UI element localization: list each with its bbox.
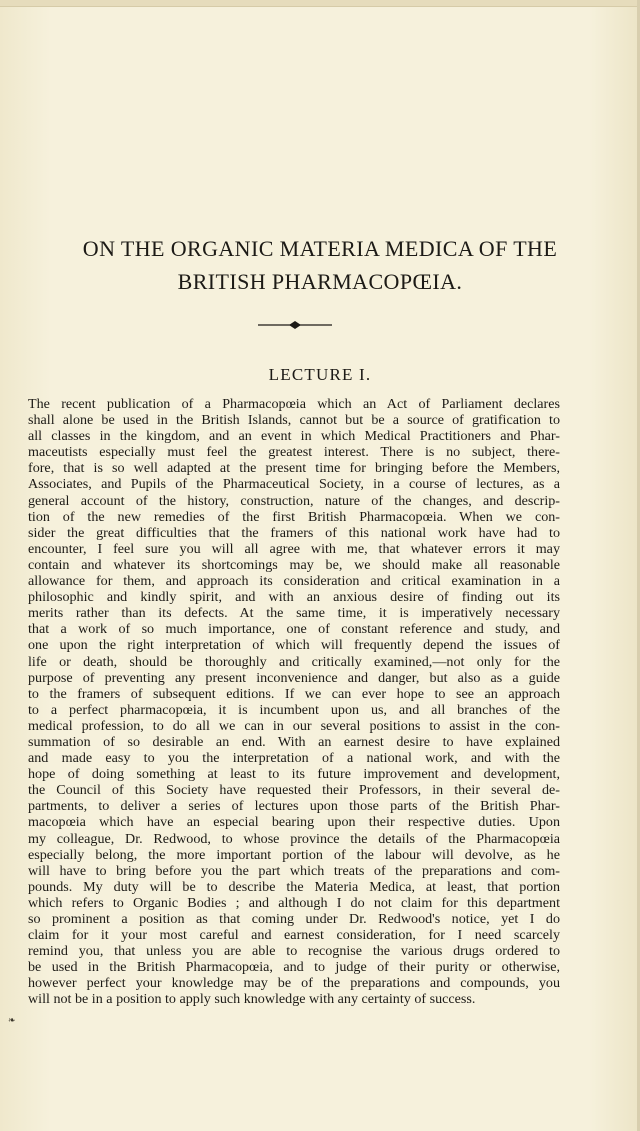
body-line: encounter, I feel sure you will all agree with me, that whatever errors it may bbox=[28, 540, 560, 557]
body-line: Associates, and Pupils of the Pharmaceutical Society, in a course of lectures, as a bbox=[28, 476, 560, 493]
body-line: my colleague, Dr. Redwood, to whose province the details of the Pharmacopœia bbox=[28, 830, 560, 847]
body-line: will not be in a position to apply such knowledge with any certainty of success. bbox=[28, 991, 476, 1008]
body-line: fore, that is so well adapted at the present time for bringing before the Members, bbox=[28, 460, 560, 477]
body-line: however perfect your knowledge may be of the preparations and compounds, you bbox=[28, 975, 560, 992]
body-line: so prominent a position as that coming under Dr. Redwood's notice, yet I do bbox=[28, 911, 560, 927]
ornamental-rule-icon bbox=[258, 318, 332, 332]
body-line: summation of so desirable an end. With an earnest desire to have explained bbox=[28, 733, 560, 750]
body-line: especially belong, the more important portion of the labour will devolve, as he bbox=[28, 846, 560, 863]
body-line: purpose of preventing any present inconvenience and danger, but also as a guide bbox=[28, 669, 560, 686]
body-line: The recent publication of a Pharmacopœia which an Act of Parliament declares bbox=[28, 396, 560, 412]
body-line: that a work of so much importance, one of constant reference and study, and bbox=[28, 621, 560, 638]
body-line: will have to bring before you the part which treats of the preparations and com- bbox=[28, 862, 560, 879]
body-line: partments, to deliver a series of lectures upon those parts of the British Phar- bbox=[28, 798, 560, 815]
body-line: contain and whatever its shortcomings may be, we should make all reasonable bbox=[28, 556, 560, 573]
body-line: remind you, that unless you are able to recognise the various drugs ordered to bbox=[28, 943, 560, 960]
body-line: all classes in the kingdom, and an event in which Medical Practitioners and Phar- bbox=[28, 428, 560, 445]
body-line: be used in the British Pharmacopœia, and to judge of their purity or otherwise, bbox=[28, 959, 560, 976]
body-line: and made easy to you the interpretation of a national work, and with the bbox=[28, 750, 560, 767]
body-line: one upon the right interpretation of which will frequently depend the issues of bbox=[28, 637, 560, 654]
body-line: tion of the new remedies of the first British Pharmacopœia. When we con- bbox=[28, 508, 560, 525]
body-line: which refers to Organic Bodies ; and although I do not claim for this department bbox=[28, 894, 560, 911]
title-line-2: BRITISH PHARMACOPŒIA. bbox=[177, 269, 463, 294]
body-line: medical profession, to do all we can in our several positions to assist in the con- bbox=[28, 717, 560, 734]
title-line-1: ON THE ORGANIC MATERIA MEDICA OF THE bbox=[82, 236, 558, 261]
body-line: maceutists especially must feel the greatest interest. There is no subject, there- bbox=[28, 444, 560, 461]
body-line: philosophic and kindly spirit, and with an anxious desire of finding out its bbox=[28, 589, 560, 606]
margin-mark: ❧ bbox=[8, 1016, 16, 1026]
body-line: to the framers of subsequent editions. If we can ever hope to see an approach bbox=[28, 685, 560, 702]
body-line: the Council of this Society have requested their Professors, in their several de- bbox=[28, 782, 560, 799]
body-line: sider the great difficulties that the framers of this national work have had to bbox=[28, 524, 560, 541]
body-line: allowance for them, and approach its consideration and critical examination in a bbox=[28, 573, 560, 590]
body-line: life or death, should be thoroughly and critically examined,—not only for the bbox=[28, 653, 560, 670]
body-line: to a perfect pharmacopœia, it is incumbent upon us, and all branches of the bbox=[28, 701, 560, 718]
body-line: macopœia which have an especial bearing upon their respective duties. Upon bbox=[28, 814, 560, 831]
body-line: shall alone be used in the British Islands, cannot but be a source of gratification to bbox=[28, 412, 560, 429]
body-line: general account of the history, construction, nature of the changes, and descrip- bbox=[28, 492, 560, 509]
body-line: pounds. My duty will be to describe the Materia Medica, at least, that portion bbox=[28, 878, 560, 895]
body-line: claim for it your most careful and earnest consideration, for I need scarcely bbox=[28, 927, 560, 944]
body-paragraph bbox=[28, 396, 560, 1008]
page-title bbox=[0, 232, 640, 298]
body-line: merits rather than its defects. At the same time, it is imperatively necessary bbox=[28, 605, 560, 622]
lecture-heading: LECTURE I. bbox=[268, 365, 372, 384]
page-top-edge bbox=[0, 0, 640, 7]
body-line: hope of doing something at least to its future improvement and development, bbox=[28, 766, 560, 783]
